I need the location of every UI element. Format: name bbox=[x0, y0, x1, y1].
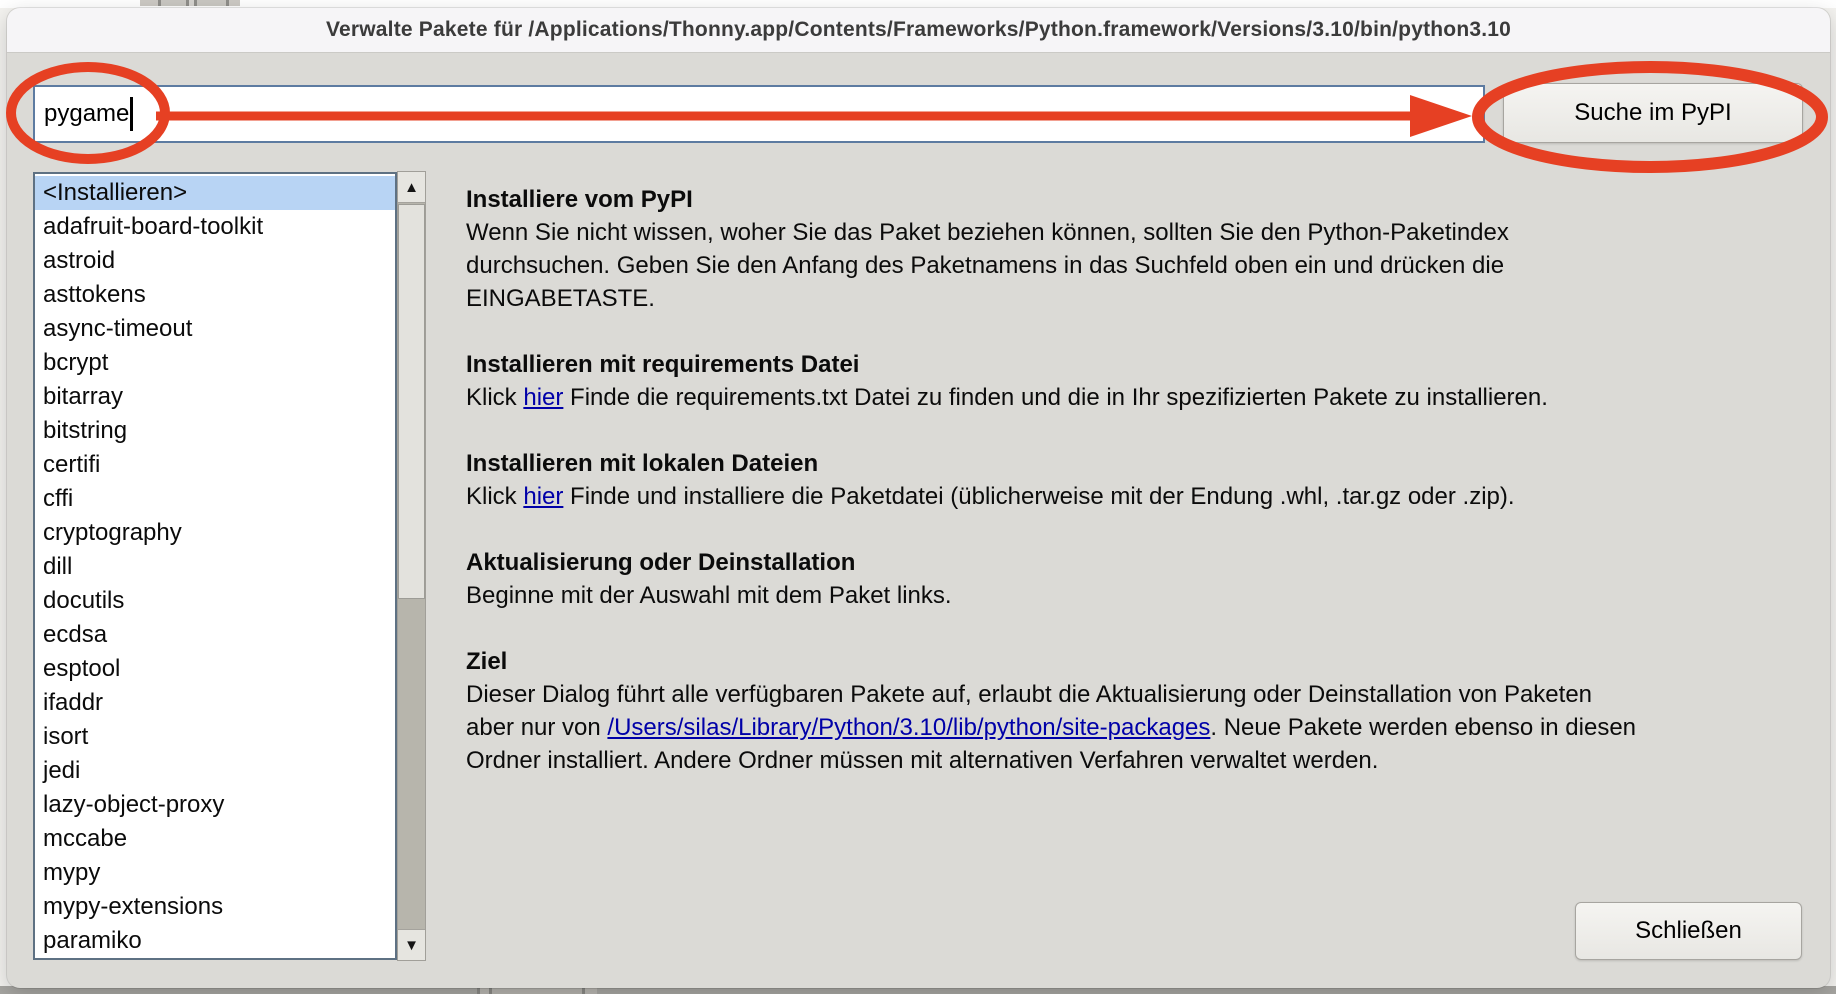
scrollbar-up-button[interactable] bbox=[398, 172, 425, 203]
package-list-item[interactable]: paramiko bbox=[43, 927, 142, 954]
background-window-scrollbar-fragment-top bbox=[140, 0, 240, 6]
manage-packages-dialog bbox=[7, 8, 1830, 988]
package-list-item[interactable]: bitstring bbox=[43, 417, 128, 444]
package-list-item[interactable]: astroid bbox=[43, 247, 116, 274]
info-section bbox=[466, 183, 1831, 315]
text-segment: EINGABETASTE. bbox=[466, 285, 655, 312]
text-segment: Finde die requirements.txt Datei zu finden und die in Ihr spezifizierten Pakete zu installieren. bbox=[563, 384, 1548, 411]
text-cursor bbox=[130, 97, 133, 131]
background-window-top bbox=[0, 0, 1836, 8]
section-text-line bbox=[466, 678, 1831, 711]
text-segment: Klick bbox=[466, 483, 524, 510]
section-text-line bbox=[466, 249, 1831, 282]
search-pypi-button[interactable]: Suche im PyPI bbox=[1503, 83, 1803, 143]
section-text-line bbox=[466, 216, 1831, 249]
section-text-line bbox=[466, 381, 1831, 414]
package-list-item[interactable]: mypy-extensions bbox=[43, 893, 224, 920]
requirements-hier-link[interactable]: hier bbox=[523, 384, 564, 411]
package-list-item[interactable]: adafruit-board-toolkit bbox=[43, 213, 264, 240]
package-list-scrollbar[interactable] bbox=[397, 171, 426, 961]
package-list-item[interactable]: mccabe bbox=[43, 825, 128, 852]
info-section bbox=[466, 447, 1831, 513]
info-section bbox=[466, 546, 1831, 612]
package-list-item[interactable]: dill bbox=[43, 553, 73, 580]
package-list-item[interactable]: async-timeout bbox=[43, 315, 193, 342]
section-heading: Installieren mit requirements Datei bbox=[466, 351, 860, 378]
down-arrow-icon: ▼ bbox=[404, 936, 419, 954]
package-list-item[interactable]: <Installieren> bbox=[35, 176, 395, 210]
package-list-item[interactable]: cffi bbox=[43, 485, 74, 512]
package-list-item[interactable]: lazy-object-proxy bbox=[43, 791, 225, 818]
info-section bbox=[466, 348, 1831, 414]
up-arrow-icon: ▲ bbox=[404, 178, 419, 196]
section-heading: Ziel bbox=[466, 648, 508, 675]
section-text-line bbox=[466, 579, 1831, 612]
package-list-item[interactable]: certifi bbox=[43, 451, 101, 478]
section-heading: Installieren mit lokalen Dateien bbox=[466, 450, 819, 477]
text-segment: Klick bbox=[466, 384, 524, 411]
package-list-item[interactable]: isort bbox=[43, 723, 89, 750]
search-input[interactable] bbox=[33, 85, 1485, 143]
section-text-line bbox=[466, 282, 1831, 315]
package-list-item[interactable]: ifaddr bbox=[43, 689, 104, 716]
text-segment: Ordner installiert. Andere Ordner müssen mit alternativen Verfahren verwaltet werden. bbox=[466, 747, 1379, 774]
scrollbar-down-button[interactable] bbox=[398, 929, 425, 960]
package-listbox[interactable] bbox=[33, 172, 397, 960]
text-segment: Wenn Sie nicht wissen, woher Sie das Paket beziehen können, sollten Sie den Python-Paketindex bbox=[466, 219, 1509, 246]
site-packages-link[interactable]: /Users/silas/Library/Python/3.10/lib/python/site-packages bbox=[607, 714, 1211, 741]
package-list-item[interactable]: bcrypt bbox=[43, 349, 109, 376]
section-text-line bbox=[466, 480, 1831, 513]
package-list-item[interactable]: mypy bbox=[43, 859, 101, 886]
package-list-item[interactable]: jedi bbox=[43, 757, 81, 784]
section-text-line bbox=[466, 744, 1831, 777]
section-heading: Aktualisierung oder Deinstallation bbox=[466, 549, 856, 576]
dialog-titlebar[interactable] bbox=[7, 8, 1830, 53]
dialog-title: Verwalte Pakete für /Applications/Thonny.app/Contents/Frameworks/Python.framework/Versions/3.10/bin/python3.10 bbox=[325, 18, 1512, 41]
package-list-item[interactable]: esptool bbox=[43, 655, 121, 682]
search-input-value: pygame bbox=[44, 100, 130, 127]
package-list-item[interactable]: bitarray bbox=[43, 383, 124, 410]
text-segment: Dieser Dialog führt alle verfügbaren Pakete auf, erlaubt die Aktualisierung oder Deinstallation von Paketen bbox=[466, 681, 1593, 708]
package-list-item[interactable]: cryptography bbox=[43, 519, 182, 546]
scrollbar-thumb[interactable] bbox=[398, 204, 425, 599]
package-list-item[interactable]: docutils bbox=[43, 587, 125, 614]
section-text-line bbox=[466, 711, 1831, 744]
scrollbar-track[interactable] bbox=[398, 600, 425, 930]
text-segment: . Neue Pakete werden ebenso in diesen bbox=[1210, 714, 1637, 741]
text-segment: Beginne mit der Auswahl mit dem Paket links. bbox=[466, 582, 952, 609]
text-segment: aber nur von bbox=[466, 714, 608, 741]
package-list-item[interactable]: asttokens bbox=[43, 281, 146, 308]
text-segment: durchsuchen. Geben Sie den Anfang des Paketnamens in das Suchfeld oben ein und drücken die bbox=[466, 252, 1505, 279]
info-section bbox=[466, 645, 1831, 777]
local-file-hier-link[interactable]: hier bbox=[523, 483, 564, 510]
text-segment: Finde und installiere die Paketdatei (üblicherweise mit der Endung .whl, .tar.gz oder .zip). bbox=[563, 483, 1515, 510]
section-heading: Installiere vom PyPI bbox=[466, 186, 693, 213]
close-button[interactable]: Schließen bbox=[1575, 902, 1802, 960]
package-list-item[interactable]: ecdsa bbox=[43, 621, 108, 648]
info-panel bbox=[466, 183, 1831, 810]
